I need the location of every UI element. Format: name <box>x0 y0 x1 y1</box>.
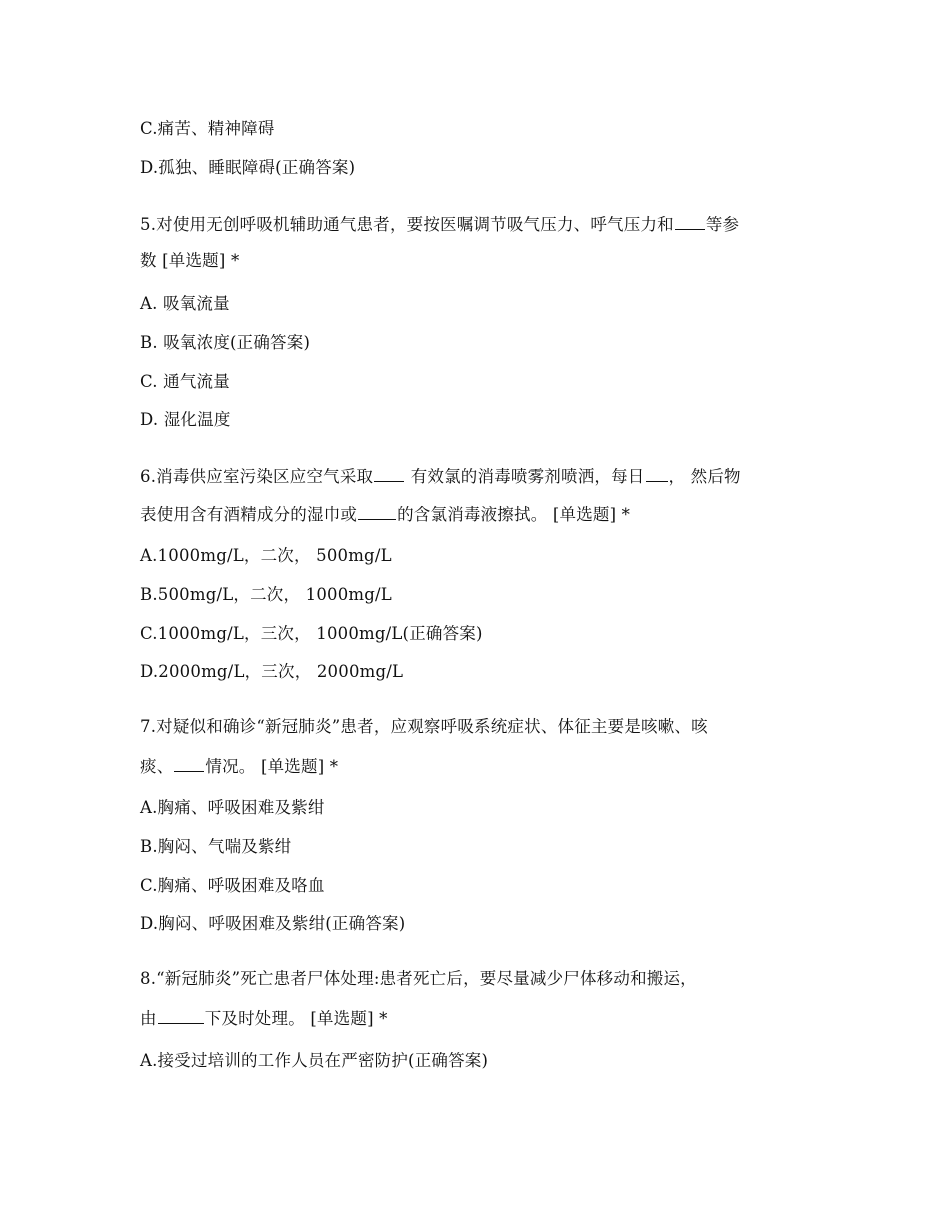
q8-stem-line-2 <box>140 1006 388 1030</box>
q7-option-d: D.胸闷、呼吸困难及紫绀(正确答案) <box>140 914 406 933</box>
q6-stem-text-a: 6.消毒供应室污染区应空气采取 <box>140 467 374 486</box>
q7-stem-line-2 <box>140 754 338 778</box>
q5-option-d: D. 湿化温度 <box>140 410 231 429</box>
q6-blank-1 <box>374 464 404 482</box>
q7-stem-line-1: 7.对疑似和确诊“新冠肺炎”患者，应观察呼吸系统症状、体征主要是咳嗽、咳 <box>140 717 708 736</box>
q8-option-a: A.接受过培训的工作人员在严密防护(正确答案) <box>140 1051 489 1070</box>
q5-stem-text-a: 5.对使用无创呼吸机辅助通气患者，要按医嘱调节吸气压力、呼气压力和 <box>140 215 674 234</box>
q6-stem-text-b: 有效氯的消毒喷雾剂喷洒，每日 <box>405 467 645 486</box>
q6-stem-text-c: ， 然后物 <box>668 467 741 486</box>
q6-stem-line-1 <box>140 464 741 488</box>
q5-option-c: C. 通气流量 <box>140 372 230 391</box>
q7-stem-text-a: 痰、 <box>140 757 174 776</box>
q6-blank-2 <box>646 464 668 482</box>
q7-option-c: C.胸痛、呼吸困难及咯血 <box>140 876 325 895</box>
q6-stem-line-2 <box>140 502 630 526</box>
q7-option-b: B.胸闷、气喘及紫绀 <box>140 837 292 856</box>
q7-blank <box>174 754 204 772</box>
q8-stem-text-a: 由 <box>140 1009 157 1028</box>
q5-option-a: A. 吸氧流量 <box>140 294 230 313</box>
q7-option-a: A.胸痛、呼吸困难及紫绀 <box>140 798 325 817</box>
q6-option-d: D.2000mg/L，三次， 2000mg/L <box>140 662 404 681</box>
q6-stem-text-d: 表使用含有酒精成分的湿巾或 <box>140 505 358 524</box>
prev-option-c: C.痛苦、精神障碍 <box>140 119 275 138</box>
q6-stem-text-e: 的含氯消毒液擦拭。 [单选题] * <box>397 505 631 524</box>
q6-option-b: B.500mg/L，二次， 1000mg/L <box>140 585 392 604</box>
q5-stem-text-b: 等参 <box>705 215 740 234</box>
q8-stem-text-b: 下及时处理。 [单选题] * <box>204 1009 388 1028</box>
q5-stem-line-2: 数 [单选题] * <box>140 251 240 270</box>
q8-blank <box>158 1006 204 1024</box>
q6-option-a: A.1000mg/L，二次， 500mg/L <box>140 546 392 565</box>
q8-stem-line-1: 8.“新冠肺炎”死亡患者尸体处理:患者死亡后，要尽量减少尸体移动和搬运， <box>140 969 697 988</box>
q7-stem-text-b: 情况。 [单选题] * <box>205 757 339 776</box>
prev-option-d: D.孤独、睡眠障碍(正确答案) <box>140 158 356 177</box>
q6-option-c: C.1000mg/L，三次， 1000mg/L(正确答案) <box>140 624 483 643</box>
q5-stem-line-1 <box>140 212 739 236</box>
q5-blank <box>675 212 705 230</box>
q5-option-b: B. 吸氧浓度(正确答案) <box>140 333 311 352</box>
q6-blank-3 <box>358 502 396 520</box>
